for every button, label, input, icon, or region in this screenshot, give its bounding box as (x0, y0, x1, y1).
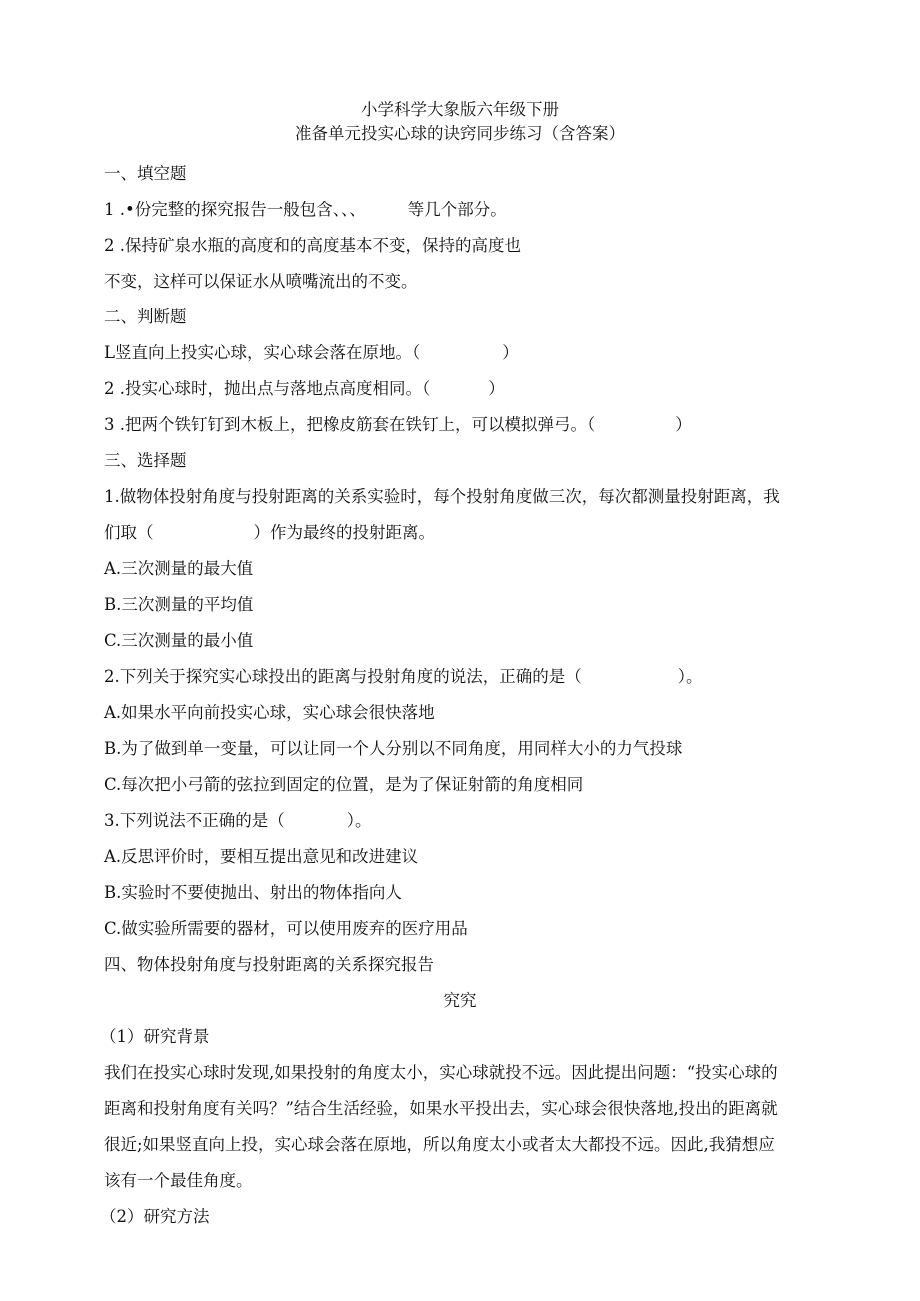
report-paragraph-line-3: 很近;如果竖直向上投，实心球会落在原地，所以角度太小或者太大都投不远。因此,我猜想应 (104, 1135, 775, 1154)
report-part-2-heading: （2）研究方法 (100, 1207, 210, 1226)
choice-question-3-text: 3.下列说法不正确的是（ (104, 811, 285, 830)
report-part-1-heading: （1）研究背景 (100, 1027, 210, 1046)
choice-question-3 (104, 811, 372, 831)
judgment-question-2 (104, 379, 505, 399)
report-subtitle: 究究 (443, 991, 477, 1010)
judgment-question-2-text: 2 .投实心球时，抛出点与落地点高度相同。（ (104, 379, 431, 398)
choice-question-1-text: 们取（ (104, 523, 154, 542)
section-heading-fill-in: 一、填空题 (104, 164, 187, 183)
fill-question-2-line-2: 不变，这样可以保证水从喷嘴流出的不变。 (104, 272, 418, 291)
choice-1-option-a: A.三次测量的最大值 (104, 559, 254, 578)
choice-question-3-tail: ）。 (346, 811, 372, 830)
choice-1-option-b: B.三次测量的平均值 (104, 595, 254, 614)
choice-question-1-line-2 (104, 523, 435, 543)
fill-question-1 (104, 200, 507, 220)
judgment-question-1-text: L竖直向上投实心球，实心球会落在原地。（ (104, 343, 421, 362)
fill-question-2-line-1: 2 .保持矿泉水瓶的高度和的高度基本不变，保持的高度也 (104, 236, 521, 255)
judgment-question-1 (104, 343, 519, 363)
report-paragraph-line-4: 该有一个最佳角度。 (104, 1171, 253, 1190)
choice-1-option-c: C.三次测量的最小值 (104, 631, 254, 650)
section-heading-judgment: 二、判断题 (104, 307, 187, 326)
choice-question-1-tail: ）作为最终的投射距离。 (253, 523, 435, 542)
choice-3-option-c: C.做实验所需要的器材，可以使用废弃的医疗用品 (104, 919, 468, 938)
fill-question-1-tail: 等几个部分。 (407, 200, 507, 219)
choice-question-2-tail: ）。 (677, 667, 703, 686)
choice-2-option-c: C.每次把小弓箭的弦拉到固定的位置，是为了保证射箭的角度相同 (104, 775, 584, 794)
judgment-question-3-text: 3 .把两个铁钉钉到木板上，把橡皮筋套在铁钉上，可以模拟弹弓。（ (104, 415, 596, 434)
section-heading-choice: 三、选择题 (104, 451, 187, 470)
choice-2-option-a: A.如果水平向前投实心球，实心球会很快落地 (104, 703, 435, 722)
close-paren: ） (675, 415, 692, 434)
report-paragraph-line-1: 我们在投实心球时发现,如果投射的角度太小，实心球就投不远。因此提出问题：“投实心球的 (104, 1063, 778, 1082)
choice-3-option-a: A.反思评价时，要相互提出意见和改进建议 (104, 847, 419, 866)
judgment-question-3 (104, 415, 692, 435)
report-paragraph-line-2: 距离和投射角度有关吗？”结合生活经验，如果水平投出去，实心球会很快落地,投出的距离就 (104, 1099, 778, 1118)
title-line-2: 准备单元投实心球的诀窍同步练习（含答案） (295, 124, 625, 143)
close-paren: ） (502, 343, 519, 362)
title-line-1: 小学科学大象版六年级下册 (361, 100, 559, 119)
choice-2-option-b: B.为了做到单一变量，可以让同一个人分别以不同角度，用同样大小的力气投球 (104, 739, 683, 758)
choice-question-1-line-1: 1.做物体投射角度与投射距离的关系实验时，每个投射角度做三次，每次都测量投射距离，我 (104, 487, 780, 506)
choice-question-2 (104, 667, 703, 687)
fill-question-1-text: 1 .•份完整的探究报告一般包含、、、 (104, 200, 366, 219)
choice-3-option-b: B.实验时不要使抛出、射出的物体指向人 (104, 883, 402, 902)
choice-question-2-text: 2.下列关于探究实心球投出的距离与投射角度的说法，正确的是（ (104, 667, 582, 686)
close-paren: ） (488, 379, 505, 398)
section-heading-report: 四、物体投射角度与投射距离的关系探究报告 (104, 955, 434, 974)
